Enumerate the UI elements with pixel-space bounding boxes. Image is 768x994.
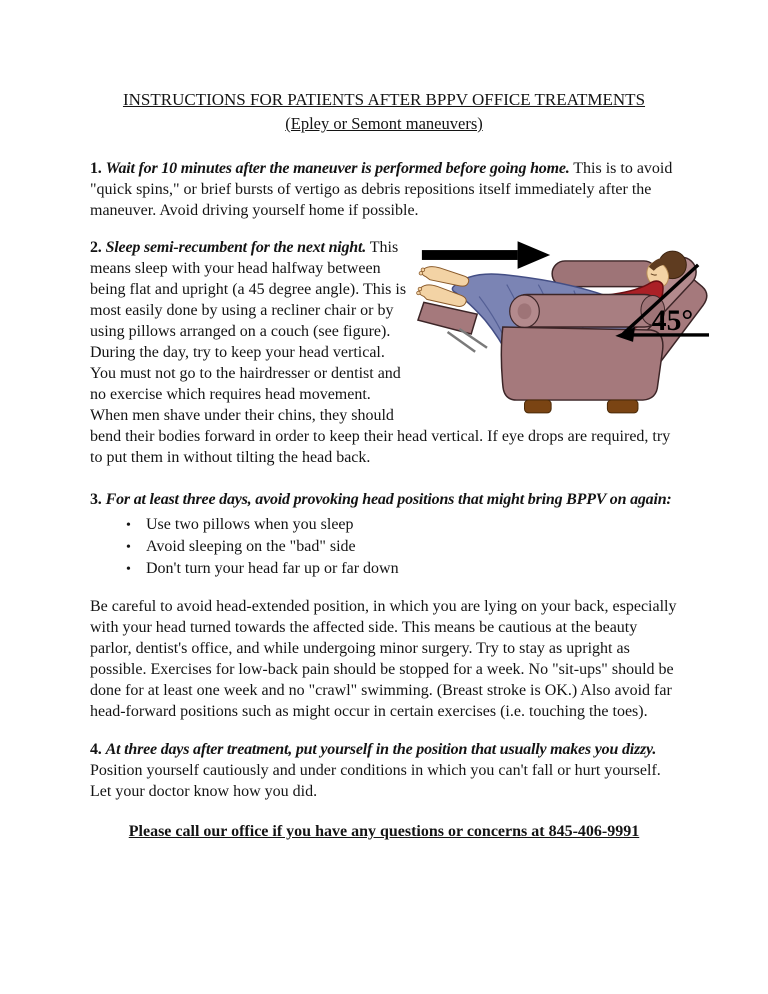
section-2-heading: Sleep semi-recumbent for the next night. bbox=[105, 239, 367, 256]
section-2 bbox=[90, 237, 694, 468]
section-4 bbox=[90, 739, 678, 802]
section-4-heading: At three days after treatment, put yourself in the position that usually makes you dizzy. bbox=[105, 741, 657, 758]
footer-contact-note: Please call our office if you have any questions or concerns at 845-406-9991 bbox=[128, 823, 640, 840]
chair-armrest bbox=[510, 294, 665, 327]
list-item-pillows: • Use two pillows when you sleep bbox=[126, 514, 678, 536]
section-1-heading: Wait for 10 minutes after the maneuver is performed before going home. bbox=[105, 160, 570, 177]
section-2-number: 2. bbox=[90, 239, 102, 256]
chair-far-armrest bbox=[552, 261, 657, 287]
right-arrow-icon bbox=[422, 241, 550, 269]
recliner-illustration bbox=[414, 239, 710, 421]
document-title: INSTRUCTIONS FOR PATIENTS AFTER BPPV OFFICE TREATMENTS bbox=[122, 90, 646, 109]
list-item-head-turn: • Don't turn your head far up or far down bbox=[126, 558, 678, 580]
section-1-body: This is to avoid "quick spins," or brief bursts of vertigo as debris repositions itself immediately after the maneuver. Avoid driving yourself home if possible. bbox=[90, 160, 673, 219]
document-subtitle: (Epley or Semont maneuvers) bbox=[285, 114, 483, 133]
precaution-list bbox=[90, 514, 678, 580]
section-3-number: 3. bbox=[90, 491, 102, 508]
recliner-figure bbox=[414, 239, 710, 421]
section-4-number: 4. bbox=[90, 741, 102, 758]
list-item-bad-side: • Avoid sleeping on the "bad" side bbox=[126, 536, 678, 558]
section-1-number: 1. bbox=[90, 160, 102, 177]
section-1 bbox=[90, 158, 678, 221]
angle-label: 45° bbox=[651, 305, 694, 337]
chair-wood-feet bbox=[525, 400, 638, 413]
caution-paragraph: Be careful to avoid head-extended position, in which you are lying on your back, especially with your head turned towards the affected side. This means be cautious at the beauty parlor, dentist's office, and while undergoing minor surgery. Try to stay as upright as possible. Exercises for low-back pain should be stopped for a week. No "sit-ups" should be done for at least one week and no "crawl" swimming. (Breast stroke is OK.) Also avoid far head-forward positions such as might occur in certain exercises (i.e. touching the toes). bbox=[90, 598, 677, 720]
section-2-body: This means sleep with your head halfway between being flat and upright (a 45 degree angle). This is most easily done by using a recliner chair or by using pillows arranged on a couch (see figure). During the day, try to keep your head vertical. You must not go to the hairdresser or dentist and no exercise which requires head movement. When men shave under their chins, they should bend their bodies forward in order to keep their head vertical. If eye drops are required, try to put them in without tilting the head back. bbox=[90, 239, 671, 466]
section-3-heading: For at least three days, avoid provoking head positions that might bring BPPV on again: bbox=[105, 491, 672, 508]
patient-feet bbox=[417, 267, 469, 307]
section-3 bbox=[90, 489, 678, 510]
section-4-body: Position yourself cautiously and under conditions in which you can't fall or hurt yourself. Let your doctor know how you did. bbox=[90, 762, 661, 800]
chair-body bbox=[501, 327, 663, 400]
